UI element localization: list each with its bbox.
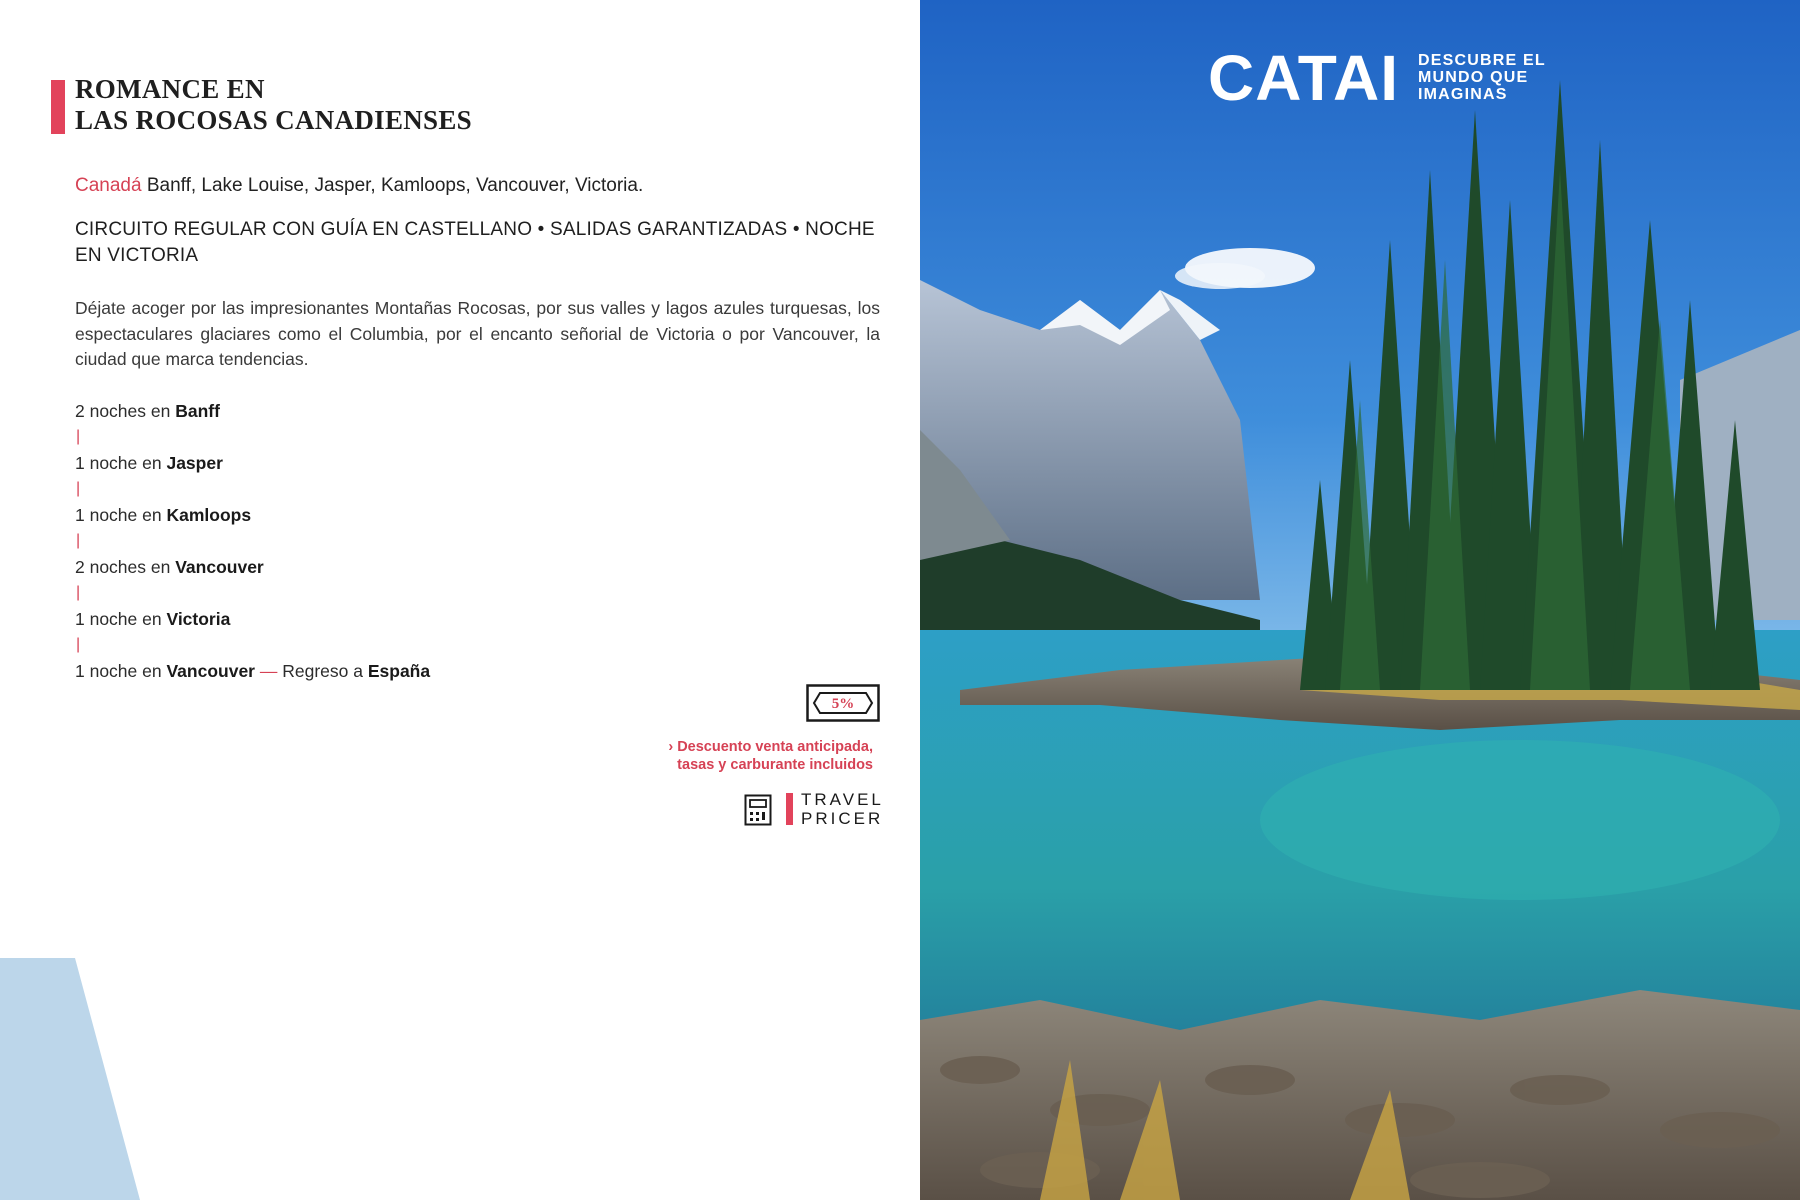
pricer-text (801, 790, 884, 828)
stop-city: Vancouver (175, 557, 264, 577)
travel-pricer-logo (744, 790, 884, 828)
stop-city: Vancouver (166, 661, 255, 681)
promo-line-1 (600, 738, 873, 756)
title-line-2: LAS ROCOSAS CANADIENSES (75, 105, 473, 135)
stop-nights: 1 noche en (75, 609, 167, 629)
calculator-icon (744, 794, 772, 826)
title-line-1: ROMANCE EN (75, 74, 265, 104)
return-city: España (367, 661, 431, 681)
return-text: Regreso a (282, 661, 368, 681)
landscape-photo (920, 0, 1800, 1200)
itinerary-separator: | (76, 428, 81, 445)
itinerary-separator: | (76, 480, 81, 497)
promo-note (600, 738, 873, 774)
itinerary-stop (75, 502, 675, 528)
stop-nights: 2 noches en (75, 401, 176, 421)
tagline-line-1: DESCUBRE EL (1418, 52, 1546, 69)
promo-line-2: tasas y carburante incluidos (677, 757, 873, 773)
itinerary (75, 398, 675, 684)
tagline-line-2: MUNDO QUE (1418, 69, 1529, 86)
pricer-accent-bar (786, 793, 793, 825)
promo-arrow-icon: › (668, 739, 674, 755)
tour-features: CIRCUITO REGULAR CON GUÍA EN CASTELLANO • SALIDAS GARANTIZADAS • NOCHE EN VICTORIA (75, 219, 875, 266)
stop-nights: 1 noche en (75, 453, 167, 473)
pricer-line-2: PRICER (801, 809, 884, 828)
itinerary-stop (75, 450, 675, 476)
stop-nights: 2 noches en (75, 557, 176, 577)
itinerary-stop (75, 398, 675, 424)
title-accent-bar (51, 80, 65, 134)
brand-name: CATAI (1208, 42, 1400, 114)
itinerary-stop-final (75, 658, 675, 684)
stop-city: Kamloops (166, 505, 252, 525)
itinerary-stop (75, 606, 675, 632)
stop-city: Victoria (166, 609, 231, 629)
corner-decoration (0, 958, 145, 1200)
stop-dash: — (255, 661, 283, 681)
stop-city: Banff (175, 401, 220, 421)
discount-value: 5% (831, 696, 855, 712)
itinerary-separator: | (76, 636, 81, 653)
itinerary-stop (75, 554, 675, 580)
discount-ticket-icon (806, 684, 880, 722)
tagline-line-3: IMAGINAS (1418, 86, 1508, 103)
page-title (75, 74, 472, 136)
destinations (75, 175, 643, 197)
lake-mountain-scene (920, 0, 1800, 1200)
stop-nights: 1 noche en (75, 505, 167, 525)
destination-places: Banff, Lake Louise, Jasper, Kamloops, Vancouver, Victoria. (141, 175, 644, 196)
stop-nights: 1 noche en (75, 661, 167, 681)
pricer-line-1: TRAVEL (801, 790, 884, 809)
tour-description: Déjate acoger por las impresionantes Montañas Rocosas, por sus valles y lagos azules turquesas, los espectaculares glaciares como el Columbia, por el encanto señorial de Victoria o por Vancouver, la ciudad que marca tendencias. (75, 298, 880, 369)
promo-text-1: Descuento venta anticipada, (677, 739, 873, 755)
destination-country: Canadá (75, 175, 142, 196)
brand-tagline (1418, 52, 1548, 103)
itinerary-separator: | (76, 584, 81, 601)
stop-city: Jasper (166, 453, 223, 473)
itinerary-separator: | (76, 532, 81, 549)
